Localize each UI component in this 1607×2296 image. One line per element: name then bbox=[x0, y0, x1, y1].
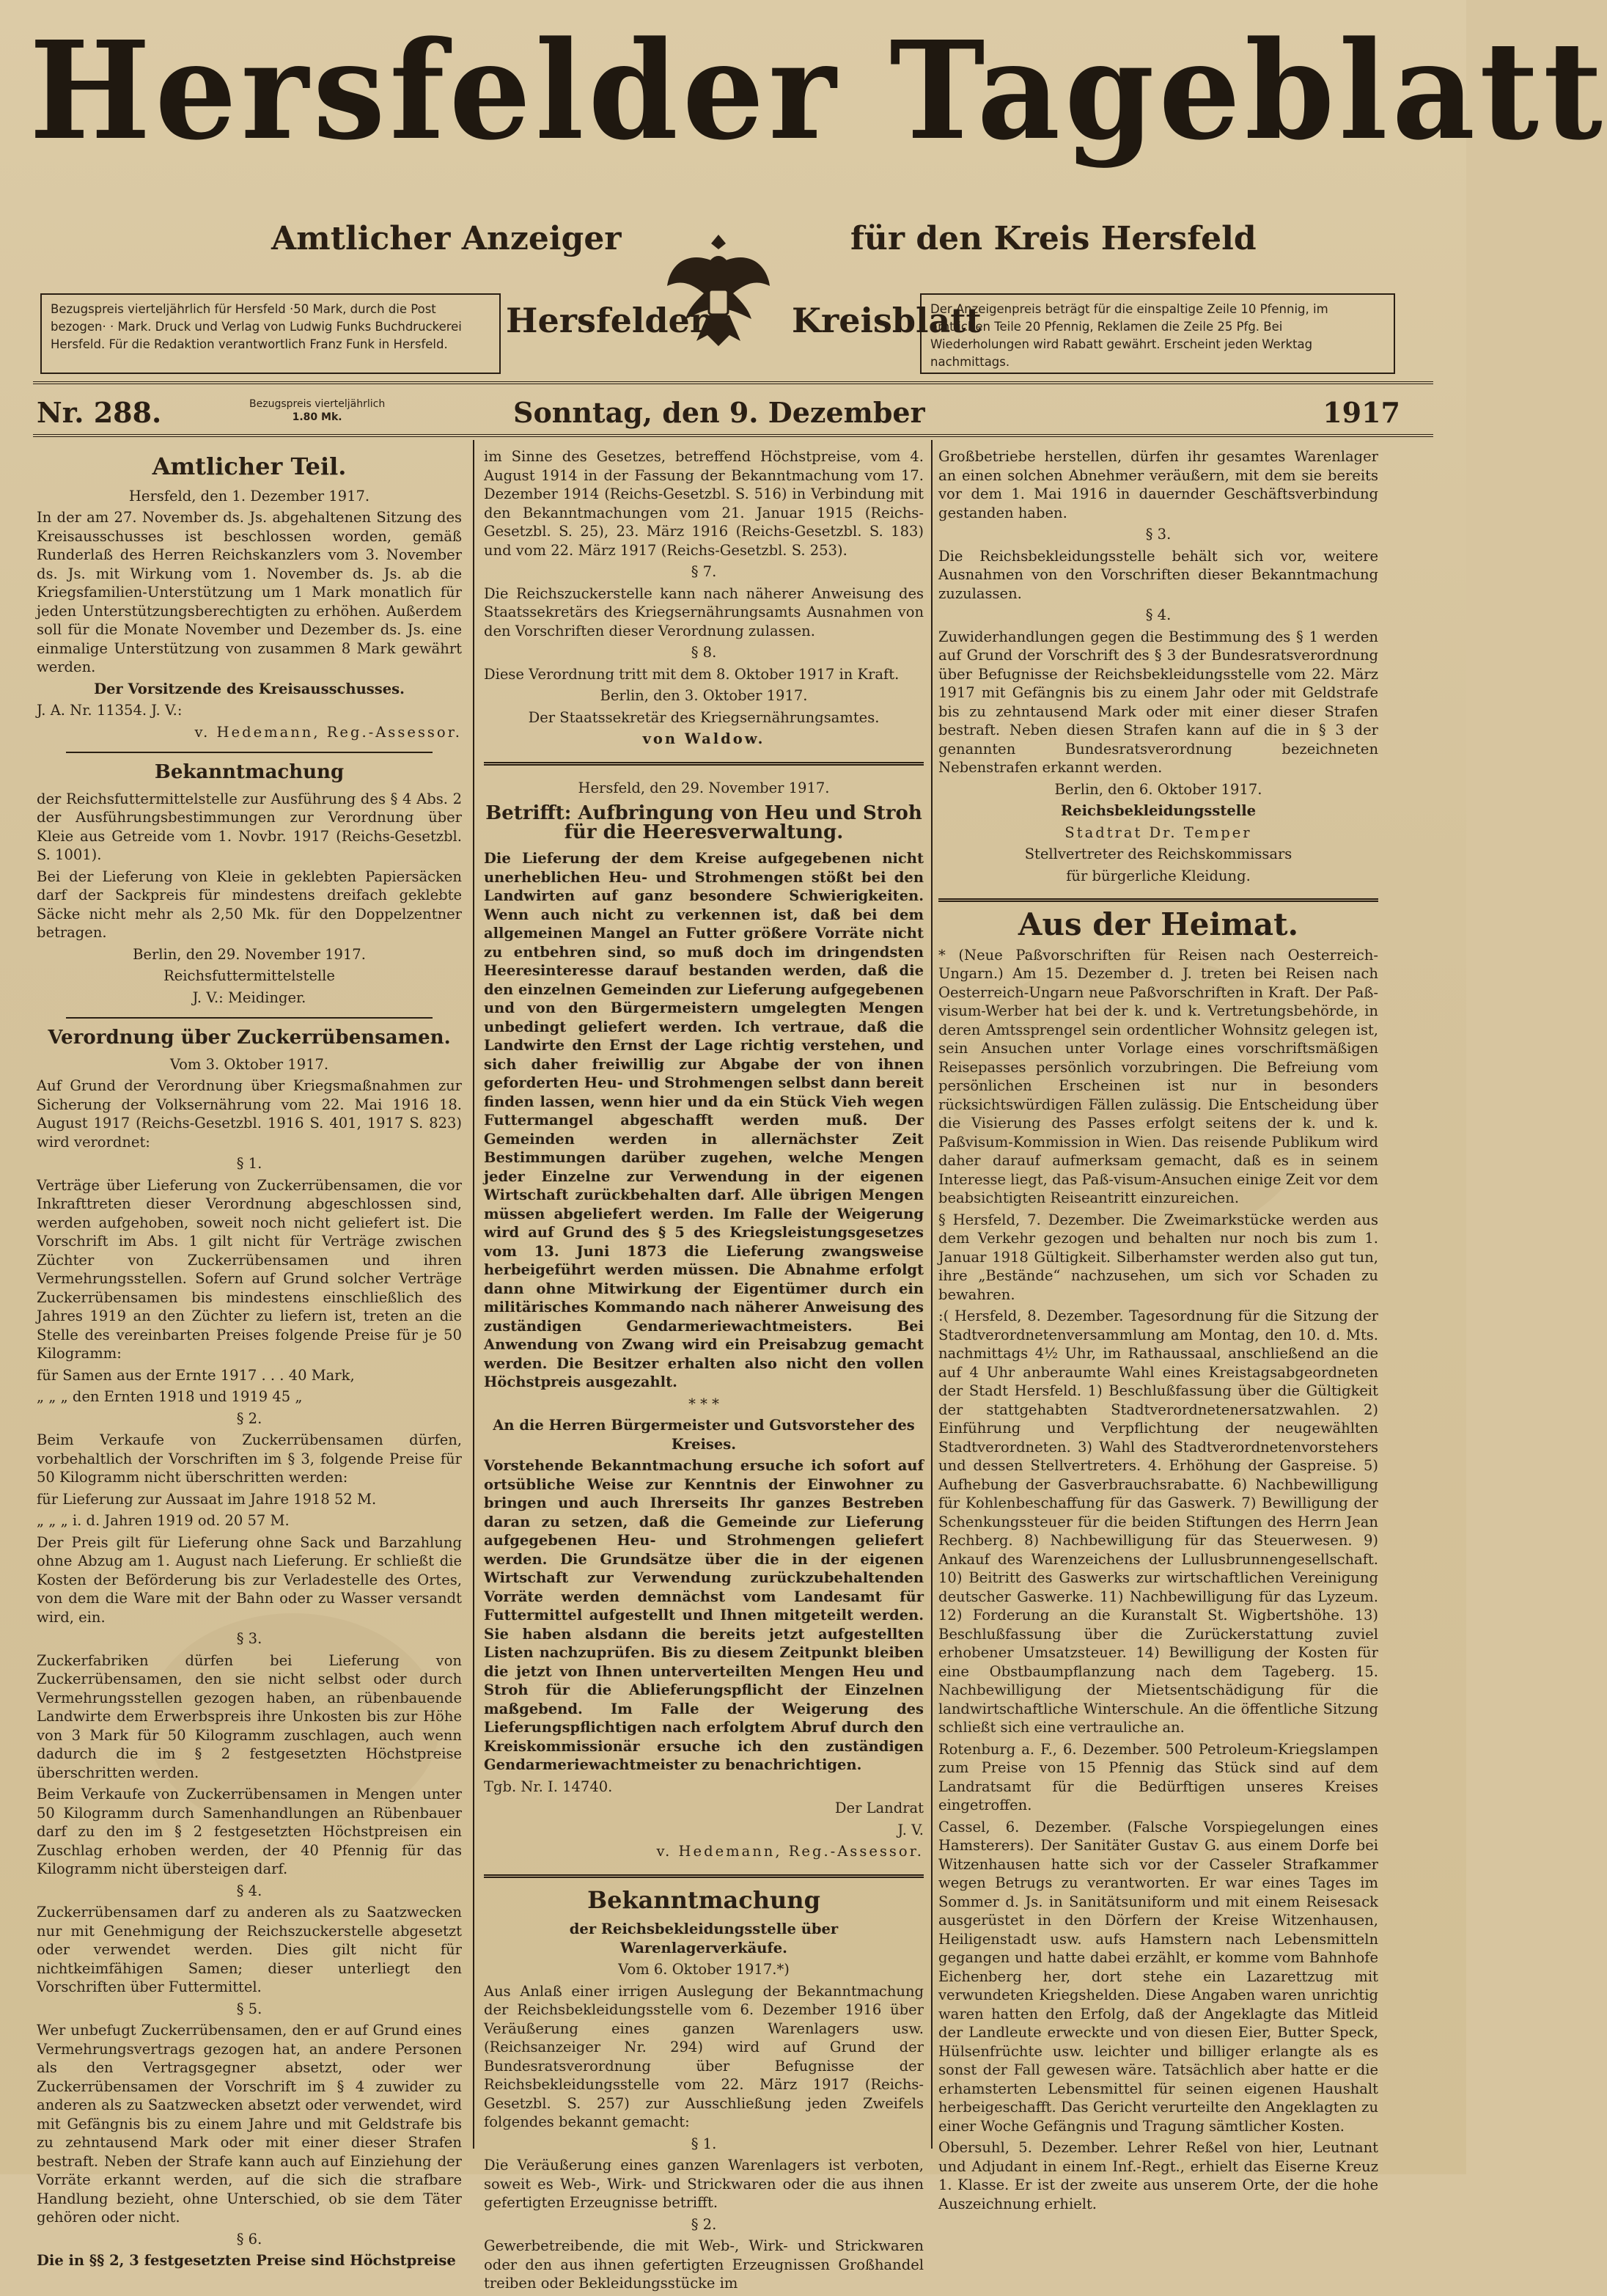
signature: Der Staatssekretär des Kriegsernährungsamtes. bbox=[528, 708, 880, 726]
kreisblatt-left: Hersfelder bbox=[506, 301, 708, 340]
paragraph: In der am 27. November ds. Js. abgehaltenen Sitzung des Kreisausschusses ist beschlossen worden, gemäß Runderlaß des Herren Reichskanzlers vom 3. November ds. Js. mit Wirkung vom 1. November ds. Js. ab die Kriegsfamilien-Unterstützung um 1 Mark monatlich für jeden Unterstützungsberechtigten zu erhöhen. Außerdem soll für die Monate November und Dezember ds. Js. eine einmalige Unterstützung von zusammen 8 Mark gewährt werden. bbox=[37, 509, 462, 675]
paragraph: Beim Verkaufe von Zuckerrübensamen dürfen, vorbehaltlich der Vorschriften im § 3, folgende Preise für 50 Kilogramm nicht überschritten werden: bbox=[37, 1431, 462, 1486]
price-line: „ „ „ den Ernten 1918 und 1919 45 „ bbox=[37, 1388, 303, 1405]
section-number: § 1. bbox=[691, 2135, 717, 2152]
signature: Der Landrat bbox=[834, 1800, 924, 1816]
section-number: § 4. bbox=[1145, 606, 1172, 623]
subtitle-left: Amtlicher Anzeiger bbox=[271, 220, 622, 257]
news-item: Rotenburg a. F., 6. Dezember. 500 Petroleum-Kriegslampen zum Preise von 15 Pfennig das Stück sind auf dem Landratsamt für die Bedürftigen unseres Kreises eingetroffen. bbox=[938, 1740, 1378, 1813]
paragraph: Zuwiderhandlungen gegen die Bestimmung des § 1 werden auf Grund der Vorschrift des § 3 der Bundesratsverordnung über Befugnisse der Reichsbekleidungsstelle vom 22. März 1917 mit Gefängnis bis zu einem Jahr oder mit Geldstrafe bis zu zehntausend Mark oder mit einer dieser Strafen bestraft. Neben diesen Strafen kann auf die in § 3 der genannten Bundesratsverordnung bezeichneten Nebenstrafen erkannt werden. bbox=[938, 628, 1378, 776]
article-heading: Betrifft: Aufbringung von Heu und Stroh für die Heeresverwaltung. bbox=[485, 802, 922, 843]
paragraph: Aus Anlaß einer irrigen Auslegung der Bekanntmachung der Reichsbekleidungsstelle vom 6. Dezember 1916 über Veräußerung eines ganzen Warenlagers usw. (Reichsanzeiger Nr. 294) wird auf Grund der Bundesratsverordnung über Befugnisse der Reichsbekleidungsstelle vom 22. März 1917 (Reichs-Gesetzbl. S. 257) zur Ausschließung jeden Zweifels folgendes bekannt gemacht: bbox=[484, 1982, 924, 2130]
separator bbox=[66, 1017, 433, 1019]
subheading: der Reichsbekleidungsstelle über Warenlagerverkäufe. bbox=[569, 1921, 839, 1956]
separator bbox=[484, 1874, 924, 1878]
paragraph: Der Preis gilt für Lieferung ohne Sack und Barzahlung ohne Abzug am 1. August nach Lieferung. Er schließt die Kosten der Beförderung bis zur Verladestelle des Ortes, von dem die Ware mit der Bahn oder zu Wasser versandt wird, ein. bbox=[37, 1533, 462, 1626]
paragraph: Die Veräußerung eines ganzen Warenlagers ist verboten, soweit es Web-, Wirk- und Strickwaren oder die aus ihnen gefertigten Erzeugnisse betrifft. bbox=[484, 2157, 924, 2211]
paragraph: Vorstehende Bekanntmachung ersuche ich sofort auf ortsübliche Weise zur Kenntnis der Einwohner zu bringen und auch Ihrerseits Ihr ganzes Bestreben daran zu setzen, daß die Gemeinde zur Lieferung aufgegebenen Heu- und Strohmengen geliefert werden. Die Grundsätze über die in der eigenen Wirtschaft zur Verwendung zurückzubehaltenden Vorräte werden demnächst vom Landesamt für Futtermittel aufgestellt und Ihnen mitgeteilt werden. Sie haben alsdann die bereits jetzt aufgestellten Listen nachzuprüfen. Bis zu diesem Zeitpunkt bleiben die jetzt von Ihnen unterverteilten Mengen Heu und Stroh für die Ablieferungspflicht der Einzelnen maßgebend. Im Falle der Weigerung des Lieferungspflichtigen nach erfolgtem Abruf durch den Kreiskommissionär ersuche ich den zuständigen Gendarmeriewachtmeister zu benachrichtigen. bbox=[484, 1457, 924, 1773]
signature: J. V.: Meidinger. bbox=[192, 989, 306, 1006]
signature: J. A. Nr. 11354. J. V.: bbox=[37, 702, 183, 719]
subheading: An die Herren Bürgermeister und Gutsvorsteher des Kreises. bbox=[493, 1417, 915, 1453]
issue-date: Sonntag, den 9. Dezember bbox=[513, 396, 925, 429]
paragraph: Die Reichsbekleidungsstelle behält sich vor, weitere Ausnahmen von den Vorschriften dieser Bekanntmachung zuzulassen. bbox=[938, 547, 1378, 602]
paragraph: Großbetriebe herstellen, dürfen ihr gesamtes Warenlager an einen solchen Abnehmer veräußern, mit dem sie bereits vor dem 1. Mai 1916 in dauernder Geschäftsverbindung gestanden haben. bbox=[938, 448, 1378, 521]
paragraph: Wer unbefugt Zuckerrübensamen, den er auf Grund eines Vermehrungsvertrags gezogen hat, an andere Personen als den Vertragsgegner absetzt, oder wer Zuckerrübensamen der Vorschrift im § 4 zuwider zu anderen als zu Saatzwecken absetzt oder verwendet, wird mit Gefängnis bis zu einem Jahre und mit Geldstrafe bis zu zehntausend Mark oder mit einer dieser Strafen bestraft. Neben der Strafe kann auch auf Einziehung der Vorräte erkannt werden, auf die sich die strafbare Handlung bezieht, ohne Unterschied, ob sie dem Täter gehören oder nicht. bbox=[37, 2022, 462, 2226]
article-heading: Verordnung über Zuckerrübensamen. bbox=[48, 1027, 451, 1049]
advert-price-box: Der Anzeigenpreis beträgt für die einspaltige Zeile 10 Pfennig, im amtlichen Teile 20 Pfennig, Reklamen die Zeile 25 Pfg. Bei Wiederholungen wird Rabatt gewährt. Erscheint jeden Werktag nachmittags. bbox=[920, 293, 1395, 374]
signature: für bürgerliche Kleidung. bbox=[1066, 867, 1251, 884]
issue-price-label: Bezugspreis vierteljährlich bbox=[249, 398, 386, 410]
header-rule bbox=[33, 381, 1433, 384]
column-divider bbox=[931, 440, 933, 2149]
paragraph: Die in §§ 2, 3 festgesetzten Preise sind Höchstpreise bbox=[37, 2252, 456, 2269]
dateline: Berlin, den 6. Oktober 1917. bbox=[1054, 780, 1262, 798]
section-heading: Aus der Heimat. bbox=[1018, 906, 1299, 942]
section-number: § 3. bbox=[236, 1630, 262, 1647]
dateline: Vom 3. Oktober 1917. bbox=[169, 1055, 329, 1073]
kreisblatt-right: Kreisblatt bbox=[792, 301, 982, 340]
paragraph: im Sinne des Gesetzes, betreffend Höchstpreise, vom 4. August 1914 in der Fassung der Bekanntmachung vom 17. Dezember 1914 (Reichs-Gesetzbl. S. 516) in Verbindung mit den Bekanntmachungen vom 21. Januar 1915 (Reichs-Gesetzbl. S. 25), 23. März 1916 (Reichs-Gesetzbl. S. 183) und vom 22. März 1917 (Reichs-Gesetzbl. S. 253). bbox=[484, 448, 924, 559]
column-divider bbox=[473, 440, 474, 2149]
section-number: § 5. bbox=[236, 2000, 262, 2017]
section-number: § 6. bbox=[236, 2230, 262, 2248]
column-3 bbox=[938, 447, 1378, 2216]
price-line: „ „ „ i. d. Jahren 1919 od. 20 57 M. bbox=[37, 1512, 290, 1529]
paragraph: der Reichsfuttermittelstelle zur Ausführung des § 4 Abs. 2 der Ausführungsbestimmungen zur Verordnung über Kleie aus Getreide vom 1. Novbr. 1917 (Reichs-Gesetzbl. S. 1001). bbox=[37, 790, 462, 863]
signature: Der Vorsitzende des Kreisausschusses. bbox=[94, 680, 405, 697]
reference-number: Tgb. Nr. I. 14740. bbox=[484, 1778, 613, 1795]
price-line: für Lieferung zur Aussaat im Jahre 1918 52 M. bbox=[37, 1490, 377, 1508]
issue-price bbox=[249, 397, 385, 424]
article-heading: Bekanntmachung bbox=[587, 1885, 820, 1914]
section-number: § 4. bbox=[236, 1882, 262, 1899]
section-number: § 7. bbox=[691, 563, 717, 580]
separator bbox=[484, 762, 924, 766]
dateline: Hersfeld, den 29. November 1917. bbox=[578, 779, 830, 796]
newspaper-title: Hersfelder Tageblatt bbox=[29, 12, 1607, 171]
dateline: Berlin, den 3. Oktober 1917. bbox=[600, 687, 808, 704]
signature: v. Hedemann, Reg.-Assessor. bbox=[194, 723, 462, 741]
issue-rule bbox=[33, 434, 1433, 437]
signature: Stellvertreter des Reichskommissars bbox=[1024, 846, 1292, 862]
column-1 bbox=[37, 447, 462, 2273]
paragraph: Verträge über Lieferung von Zuckerrübensamen, die vor Inkrafttreten dieser Verordnung abgeschlossen sind, werden aufgehoben, soweit noch nicht geliefert ist. Die Vorschrift im Abs. 1 gilt nicht für Verträge zwischen Züchter von Zuckerrübensamen und ihren Vermehrungsstellen. Sofern auf Grund solcher Verträge Zuckerrübensamen bis mindestens einschließlich des Jahres 1919 an den Züchter zu liefern ist, treten an die Stelle des vereinbarten Preises folgende Preise für je 50 Kilogramm: bbox=[37, 1176, 462, 1362]
separator-stars: * * * bbox=[688, 1395, 719, 1412]
signature: J. V. bbox=[897, 1821, 924, 1838]
paragraph: Gewerbetreibende, die mit Web-, Wirk- und Strickwaren oder den aus ihnen gefertigten Erzeugnissen Großhandel treiben oder Bekleidungsstücke im bbox=[484, 2237, 924, 2292]
signature: Reichsfuttermittelstelle bbox=[163, 967, 335, 984]
paragraph: Zuckerfabriken dürfen bei Lieferung von Zuckerrübensamen, den sie nicht selbst oder durch Vermehrungsstellen gezogen haben, an rübenbauende Landwirte dem Erwerbspreis ihre Unkosten bis zur Höhe von 3 Mark für 50 Kilogramm zuschlagen, auch wenn dadurch die im § 2 festgesetzten Höchstpreise überschritten werden. bbox=[37, 1651, 462, 1781]
column-2 bbox=[484, 447, 924, 2296]
subscription-box: Bezugspreis vierteljährlich für Hersfeld ·50 Mark, durch die Post bezogen· · Mark. Druck und Verlag von Ludwig Funks Buchdruckerei Hersfeld. Für die Redaktion verantwortlich Franz Funk in Hersfeld. bbox=[40, 293, 501, 374]
section-number: § 1. bbox=[236, 1155, 262, 1172]
dateline: Hersfeld, den 1. Dezember 1917. bbox=[128, 487, 370, 505]
section-number: § 8. bbox=[691, 644, 717, 661]
section-number: § 2. bbox=[236, 1409, 262, 1427]
issue-number: Nr. 288. bbox=[37, 396, 162, 429]
section-number: § 3. bbox=[1145, 526, 1172, 543]
article-heading: Bekanntmachung bbox=[154, 761, 345, 783]
issue-year: 1917 bbox=[1323, 396, 1400, 429]
separator bbox=[66, 752, 433, 753]
signature: Stadtrat Dr. Temper bbox=[1064, 824, 1252, 841]
section-number: § 2. bbox=[691, 2215, 717, 2233]
paragraph: Diese Verordnung tritt mit dem 8. Oktober 1917 in Kraft. bbox=[484, 665, 900, 683]
news-item: :( Hersfeld, 8. Dezember. Tagesordnung für die Sitzung der Stadtverordnetenversammlung am Montag, den 10. d. Mts. nachmittags 4½ Uhr, im Rathaussaal, anschließend an die auf 4 Uhr anberaumte Wahl eines Kreistagsabgeordneten der Stadt Hersfeld. 1) Beschlußfassung über die Gültigkeit der stattgehabten Stadtverordnetenersatzwahlen. 2) Einführung und Verpflichtung der neugewählten Stadtverordneten. 3) Wahl des Stadtverordnetenvorstehers und dessen Stellvertreters. 4. Erhöhung der Gaspreise. 5) Aufhebung der Gasverbrauchsrabatte. 6) Nachbewilligung für Kohlenbeschaffung für das Gaswerk. 7) Bewilligung der Schenkungssteuer für die beiden Stiftungen des Herrn Jean Rechberg. 8) Nachbewilligung für das Steuerwesen. 9) Ankauf des Warenzeichens der Lullusbrunnengesellschaft. 10) Beitritt des Gaswerks zur wirtschaftlichen Vereinigung deutscher Gaswerke. 11) Nachbewilligung für das Lyzeum. 12) Forderung an die Kuranstalt St. Wigbertshöhe. 13) Beschlußfassung über die Zurückerstattung zuviel erhobener Umsatzsteuer. 14) Bewilligung der Kosten für eine Obstbaumpflanzung nach dem Tageberg. 15. Nachbewilligung der Mietsentschädigung für die landwirtschaftliche Winterschule. An die öffentliche Sitzung schließt sich eine vertrauliche an. bbox=[938, 1307, 1378, 1736]
price-line: für Samen aus der Ernte 1917 . . . 40 Mark, bbox=[37, 1366, 355, 1384]
issue-line bbox=[37, 396, 1430, 433]
signature: von Waldow. bbox=[642, 730, 765, 747]
news-item: Cassel, 6. Dezember. (Falsche Vorspiegelungen eines Hamsterers). Der Sanitäter Gustav G. aus einem Dorfe bei Witzenhausen hatte sich vor der Casseler Strafkammer wegen Betrugs zu verantworten. Er war eines Tages im Sommer d. Js. in Sanitätsuniform und mit einem Reisesack ausgerüstet in den Dörfern der Kreise Witzenhausen, Heiligenstadt usw. aufs Hamstern nach Lebensmitteln gegangen und hatte dabei erzählt, er komme vom Bahnhofe Eichenberg her, dort stehe ein Lazarettzug mit verwundeten Kriegshelden. Diese Angaben waren unrichtig waren hatten den Erfolg, daß der Angeklagte das Mitleid der Landleute erweckte und von diesen Eier, Butter Speck, Hülsenfrüchte usw. leichter und billiger erlangte als es sonst der Fall gewesen wäre. Tatsächlich aber hatte er die erhamsterten Lebensmittel für seinen eigenen Haushalt herbeigeschafft. Das Gericht verurteilte den Angeklagten zu einer Woche Gefängnis und Tragung sämtlicher Kosten. bbox=[938, 1818, 1378, 2135]
paragraph: Die Lieferung der dem Kreise aufgegebenen nicht unerheblichen Heu- und Strohmengen stößt bei den Landwirten auf ganz besondere Schwierigkeiten. Wenn auch nicht zu verkennen ist, daß bei dem allgemeinen Mangel an Futter größere Vorräte nicht zu entbehren sind, so muß doch im dringendsten Heeresinteresse darauf bestanden werden, daß die den einzelnen Gemeinden zur Lieferung aufgegebenen und von den Bürgermeistern umgelegten Mengen unbedingt geliefert werden. Ich vertraue, daß die Landwirte den Ernst der Lage richtig verstehen, und sich daher freiwillig zur Abgabe der von ihnen geforderten Heu- und Strohmengen selbst dann bereit finden lassen, wenn hier und da ein Stück Vieh wegen Futtermangel abgeschafft werden muß. Der Gemeinden werden in allernächster Zeit Bestimmungen darüber zugehen, welche Mengen jeder Einzelne zur Verwendung in der eigenen Wirtschaft zurückbehalten darf. Alle übrigen Mengen müssen abgeliefert werden. Im Falle der Weigerung wird auf Grund des § 5 des Kriegsleistungsgesetzes vom 13. Juni 1873 die Lieferung zwangsweise herbeigeführt werden müssen. Die Abnahme erfolgt dann ohne Mitwirkung der Eigentümer durch ein militärisches Kommando nach näherer Anweisung des zuständigen Gendarmeriewachtmeisters. Bei Anwendung von Zwang wird ein Preisabzug gemacht werden. Die Besitzer erhalten also nicht den vollen Höchstpreis ausgezahlt. bbox=[484, 850, 924, 1390]
dateline: Vom 6. Oktober 1917.*) bbox=[618, 1961, 790, 1978]
separator bbox=[938, 898, 1378, 902]
news-item: Obersuhl, 5. Dezember. Lehrer Reßel von hier, Leutnant und Adjudant in einem Inf.-Regt., erhielt das Eiserne Kreuz 1. Klasse. Er ist der zweite aus unserem Orte, der die hohe Auszeichnung erhielt. bbox=[938, 2139, 1378, 2212]
paragraph: Beim Verkaufe von Zuckerrübensamen in Mengen unter 50 Kilogramm durch Samenhandlungen an Rübenbauer darf zu den im § 2 festgesetzten Höchstpreisen ein Zuschlag erhoben werden, der 40 Pfennig für das Kilogramm nicht übersteigen darf. bbox=[37, 1786, 462, 1877]
issue-price-value: 1.80 Mk. bbox=[292, 411, 342, 423]
news-item: § Hersfeld, 7. Dezember. Die Zweimarkstücke werden aus dem Verkehr gezogen und behalten nur noch bis zum 1. Januar 1918 Gültigkeit. Silberhamster werden also gut tun, ihre „Bestände“ nachzusehen, um sich vor Schaden zu bewahren. bbox=[938, 1211, 1378, 1303]
section-heading: Amtlicher Teil. bbox=[152, 452, 347, 480]
signature: Reichsbekleidungsstelle bbox=[1060, 802, 1257, 819]
paragraph: Die Reichszuckerstelle kann nach näherer Anweisung des Staatssekretärs des Kriegsernährungsamts Ausnahmen von den Vorschriften dieser Verordnung zulassen. bbox=[484, 584, 924, 639]
paragraph: Bei der Lieferung von Kleie in geklebten Papiersäcken darf der Sackpreis für mindestens dreifach geklebte Säcke nicht mehr als 2,50 Mk. für den Doppelzentner betragen. bbox=[37, 868, 462, 941]
subtitle-right: für den Kreis Hersfeld bbox=[850, 220, 1257, 257]
news-item: * (Neue Paßvorschriften für Reisen nach Oesterreich-Ungarn.) Am 15. Dezember d. J. treten bei Reisen nach Oesterreich-Ungarn neue Paßvorschriften in Kraft. Der Paß-visum-Werber hat bei der k. und k. Vertretungsbehörde, in deren Amtssprengel sein ordentlicher Wohnsitz gelegen ist, sein Ansuchen unter Vorlage eines vorschriftsmäßigen Reisepasses persönlich vorzubringen. Die Befreiung vom persönlichen Erscheinen ist nur in besonders rücksichtswürdigen Fällen zulässig. Die Entscheidung über die Visierung des Passes erfolgt seitens der k. und k. Paßvisum-Kommission in Wien. Das reisende Publikum wird daher darauf aufmerksam gemacht, daß es in seinem Interesse liegt, das Paß-visum-Ansuchen einige Zeit vor dem beabsichtigten Reiseantritt einzureichen. bbox=[938, 946, 1378, 1206]
masthead bbox=[29, 12, 1607, 242]
signature: v. Hedemann, Reg.-Assessor. bbox=[656, 1843, 924, 1860]
paragraph: Auf Grund der Verordnung über Kriegsmaßnahmen zur Sicherung der Volksernährung vom 22. Mai 1916 18. August 1917 (Reichs-Gesetzbl. 1916 S. 401, 1917 S. 823) wird verordnet: bbox=[37, 1077, 462, 1151]
paragraph: Zuckerrübensamen darf zu anderen als zu Saatzwecken nur mit Genehmigung der Reichszuckerstelle abgesetzt oder verwendet werden. Dies gilt nicht für nichtkeimfähigen Samen; dieser unterliegt den Vorschriften über Futtermittel. bbox=[37, 1904, 462, 1995]
dateline: Berlin, den 29. November 1917. bbox=[133, 945, 366, 963]
